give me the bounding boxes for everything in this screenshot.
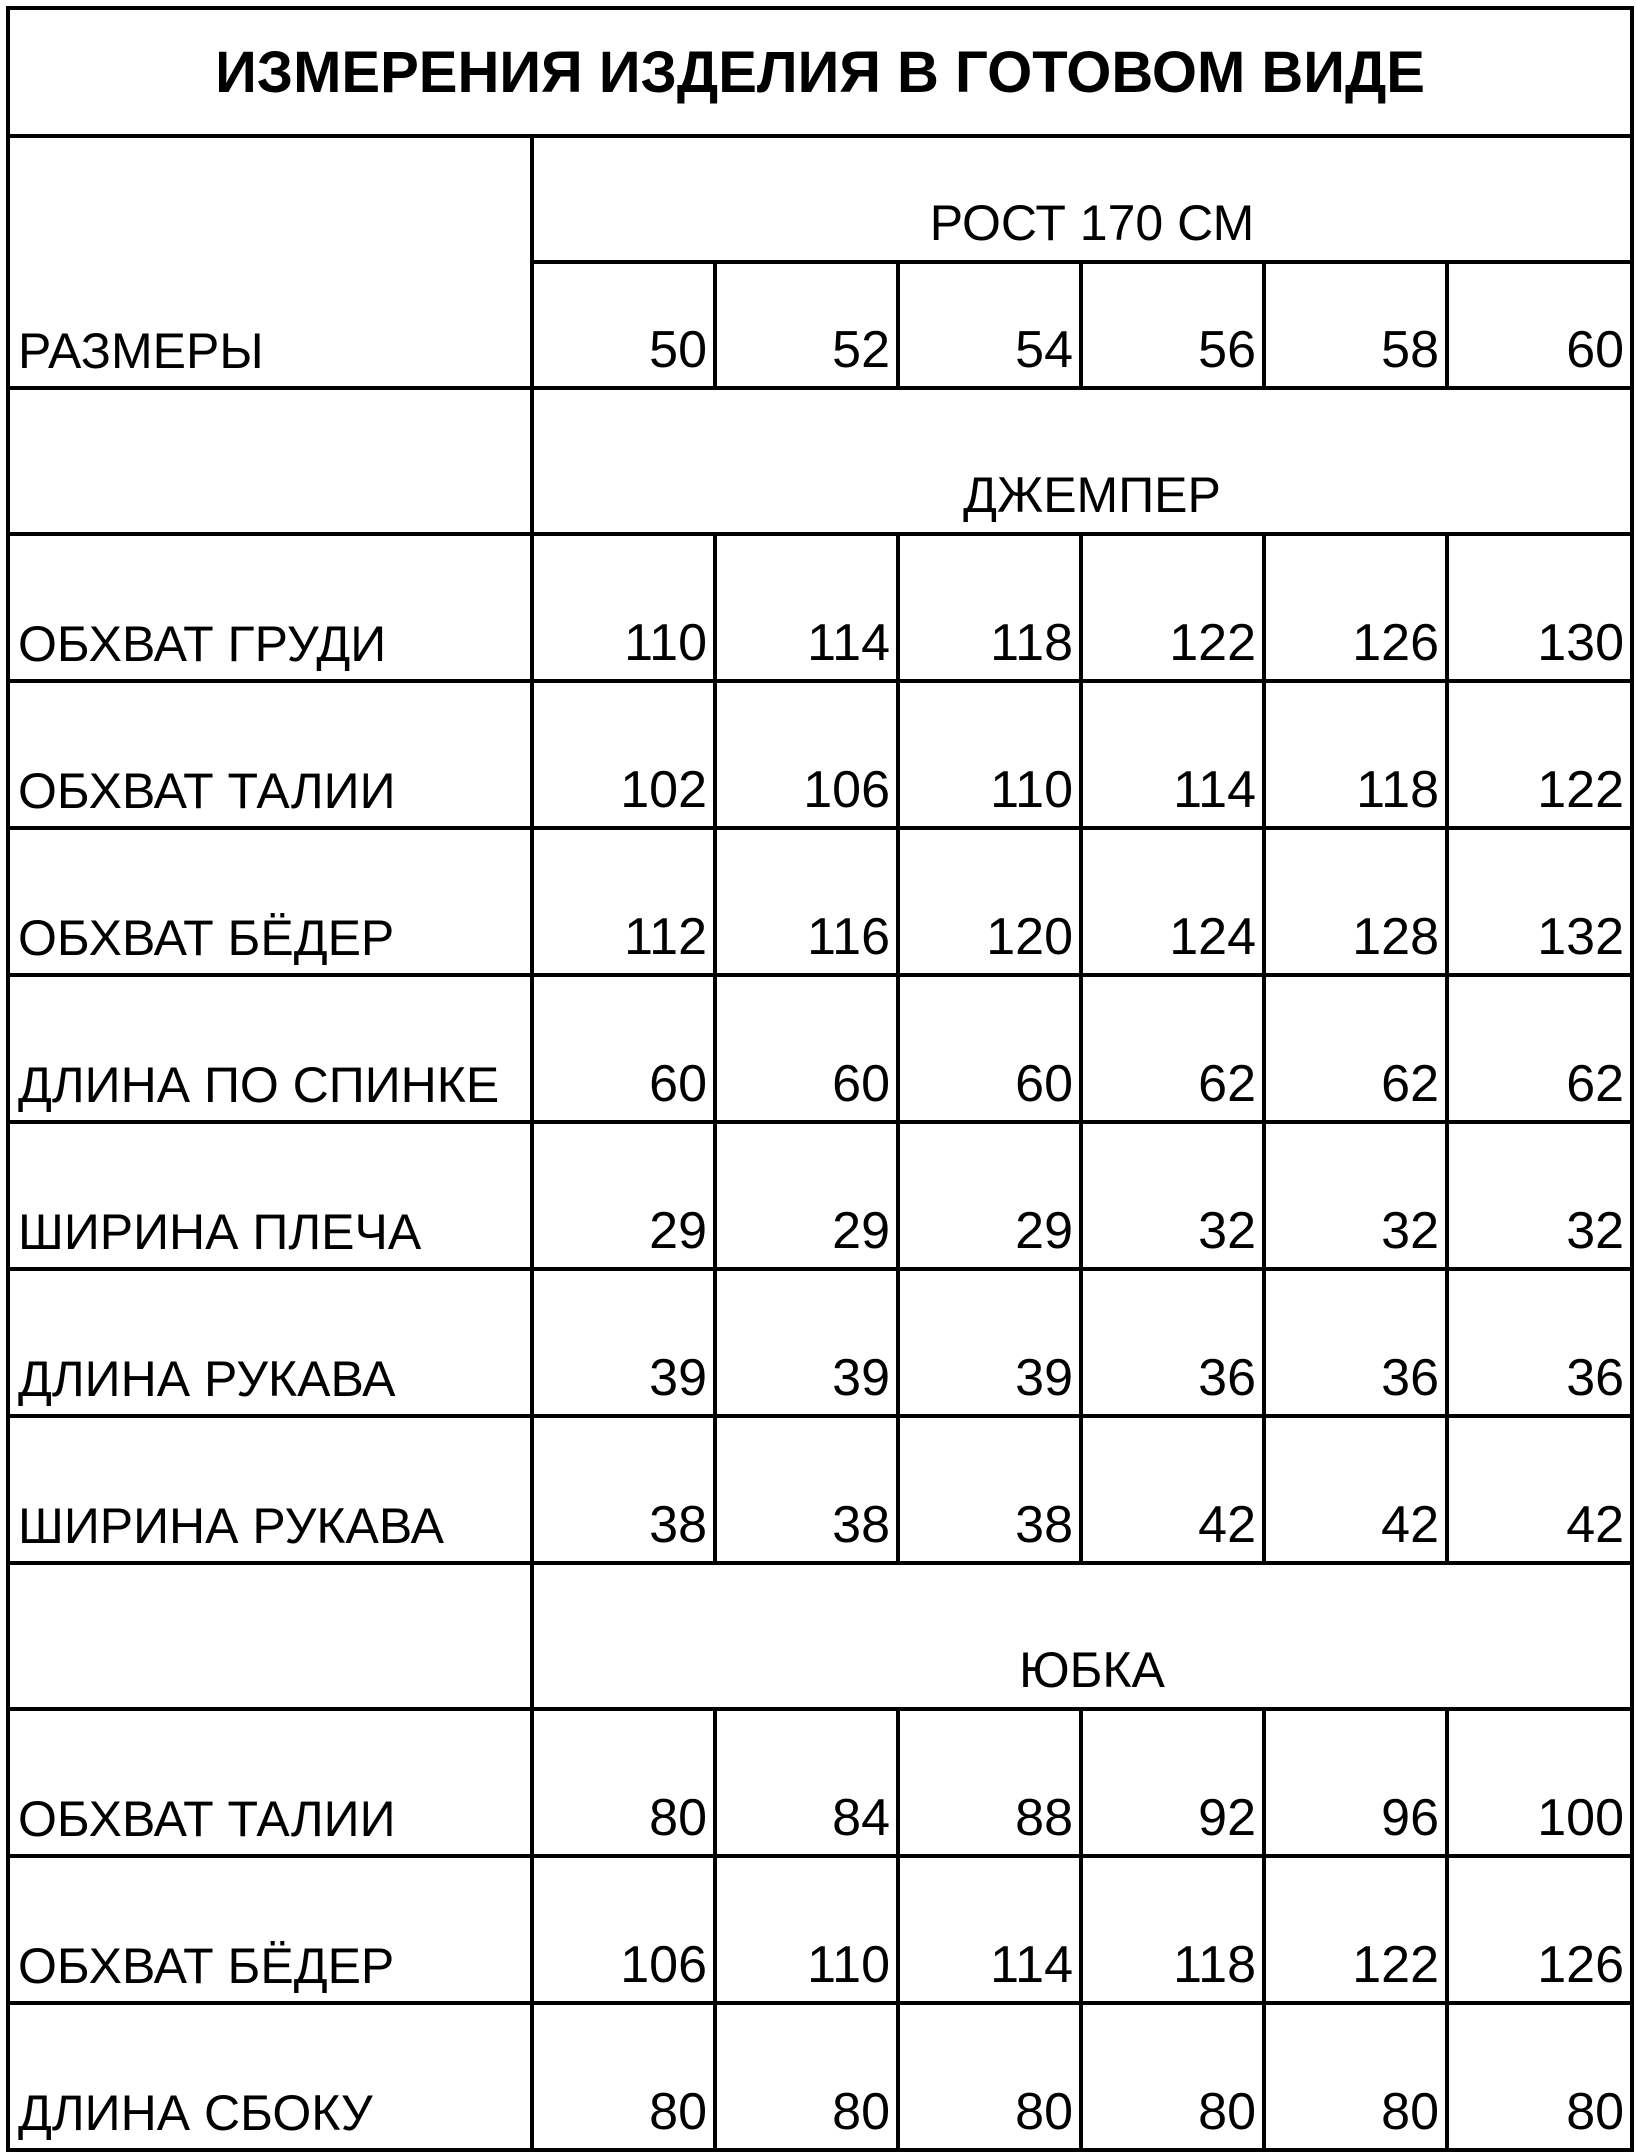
measurement-label: ОБХВАТ ГРУДИ xyxy=(8,534,532,681)
measurement-value: 62 xyxy=(1264,975,1447,1122)
height-label-text: РОСТ 170 СМ xyxy=(929,195,1255,251)
measurement-value: 116 xyxy=(715,828,898,975)
measurement-row xyxy=(8,828,1632,975)
measurement-value: 32 xyxy=(1264,1122,1447,1269)
measurement-value: 62 xyxy=(1081,975,1264,1122)
measurement-label: ДЛИНА СБОКУ xyxy=(8,2003,532,2150)
table-body xyxy=(8,8,1632,2150)
height-label xyxy=(532,136,1632,262)
measurement-value: 126 xyxy=(1264,534,1447,681)
measurement-value: 29 xyxy=(532,1122,715,1269)
measurement-value: 42 xyxy=(1264,1416,1447,1563)
measurement-label: ОБХВАТ ТАЛИИ xyxy=(8,681,532,828)
section-label-blank xyxy=(8,1563,532,1709)
measurement-value: 60 xyxy=(898,975,1081,1122)
measurement-row xyxy=(8,1416,1632,1563)
measurement-value: 124 xyxy=(1081,828,1264,975)
measurement-value: 130 xyxy=(1447,534,1632,681)
measurement-value: 122 xyxy=(1081,534,1264,681)
section-header-row xyxy=(8,388,1632,534)
measurement-value: 110 xyxy=(532,534,715,681)
measurement-value: 132 xyxy=(1447,828,1632,975)
title-row xyxy=(8,8,1632,136)
measurement-value: 88 xyxy=(898,1709,1081,1856)
measurement-value: 80 xyxy=(532,1709,715,1856)
measurement-label: ДЛИНА ПО СПИНКЕ xyxy=(8,975,532,1122)
measurement-value: 80 xyxy=(1081,2003,1264,2150)
measurement-value: 114 xyxy=(898,1856,1081,2003)
measurement-value: 118 xyxy=(1081,1856,1264,2003)
section-title-text: ДЖЕМПЕР xyxy=(963,467,1221,523)
measurement-value: 122 xyxy=(1264,1856,1447,2003)
measurement-value: 32 xyxy=(1447,1122,1632,1269)
measurement-value: 128 xyxy=(1264,828,1447,975)
measurement-value: 84 xyxy=(715,1709,898,1856)
measurement-value: 110 xyxy=(898,681,1081,828)
measurement-value: 39 xyxy=(715,1269,898,1416)
measurement-value: 42 xyxy=(1447,1416,1632,1563)
measurement-value: 39 xyxy=(898,1269,1081,1416)
measurement-label: ОБХВАТ ТАЛИИ xyxy=(8,1709,532,1856)
measurement-row xyxy=(8,1122,1632,1269)
size-header-cell: 60 xyxy=(1447,262,1632,388)
measurement-label: ОБХВАТ БЁДЕР xyxy=(8,1856,532,2003)
measurement-value: 60 xyxy=(715,975,898,1122)
measurement-value: 42 xyxy=(1081,1416,1264,1563)
measurement-value: 38 xyxy=(532,1416,715,1563)
measurement-value: 80 xyxy=(1447,2003,1632,2150)
measurement-value: 110 xyxy=(715,1856,898,2003)
measurement-value: 96 xyxy=(1264,1709,1447,1856)
measurement-row xyxy=(8,681,1632,828)
size-header-cell: 54 xyxy=(898,262,1081,388)
measurement-value: 80 xyxy=(898,2003,1081,2150)
measurement-label: ШИРИНА ПЛЕЧА xyxy=(8,1122,532,1269)
sizes-label: РАЗМЕРЫ xyxy=(8,136,532,388)
measurement-value: 29 xyxy=(715,1122,898,1269)
measurement-value: 80 xyxy=(532,2003,715,2150)
measurement-value: 29 xyxy=(898,1122,1081,1269)
measurement-value: 36 xyxy=(1447,1269,1632,1416)
measurement-value: 36 xyxy=(1264,1269,1447,1416)
measurement-value: 106 xyxy=(715,681,898,828)
section-title xyxy=(532,1563,1632,1709)
measurement-row xyxy=(8,975,1632,1122)
measurement-value: 122 xyxy=(1447,681,1632,828)
measurement-row xyxy=(8,1269,1632,1416)
measurement-value: 118 xyxy=(1264,681,1447,828)
table-title: ИЗМЕРЕНИЯ ИЗДЕЛИЯ В ГОТОВОМ ВИДЕ xyxy=(8,8,1632,136)
measurement-value: 80 xyxy=(715,2003,898,2150)
measurement-value: 62 xyxy=(1447,975,1632,1122)
measurement-label: ДЛИНА РУКАВА xyxy=(8,1269,532,1416)
size-chart-table xyxy=(6,6,1634,2152)
measurement-row xyxy=(8,2003,1632,2150)
measurement-value: 102 xyxy=(532,681,715,828)
height-row xyxy=(8,136,1632,262)
measurement-value: 114 xyxy=(715,534,898,681)
size-header-cell: 52 xyxy=(715,262,898,388)
measurement-value: 36 xyxy=(1081,1269,1264,1416)
section-title-text: ЮБКА xyxy=(1019,1642,1165,1698)
measurement-row xyxy=(8,534,1632,681)
section-label-blank xyxy=(8,388,532,534)
measurement-value: 126 xyxy=(1447,1856,1632,2003)
measurement-value: 120 xyxy=(898,828,1081,975)
section-title xyxy=(532,388,1632,534)
measurement-value: 38 xyxy=(898,1416,1081,1563)
measurement-value: 32 xyxy=(1081,1122,1264,1269)
measurement-row xyxy=(8,1856,1632,2003)
measurement-value: 60 xyxy=(532,975,715,1122)
size-header-cell: 58 xyxy=(1264,262,1447,388)
measurement-row xyxy=(8,1709,1632,1856)
measurement-value: 92 xyxy=(1081,1709,1264,1856)
measurement-value: 38 xyxy=(715,1416,898,1563)
size-header-cell: 50 xyxy=(532,262,715,388)
measurement-value: 112 xyxy=(532,828,715,975)
measurement-label: ШИРИНА РУКАВА xyxy=(8,1416,532,1563)
section-header-row xyxy=(8,1563,1632,1709)
measurement-value: 106 xyxy=(532,1856,715,2003)
measurement-value: 100 xyxy=(1447,1709,1632,1856)
measurement-label: ОБХВАТ БЁДЕР xyxy=(8,828,532,975)
measurement-value: 80 xyxy=(1264,2003,1447,2150)
measurement-value: 114 xyxy=(1081,681,1264,828)
measurement-value: 39 xyxy=(532,1269,715,1416)
measurement-value: 118 xyxy=(898,534,1081,681)
size-header-cell: 56 xyxy=(1081,262,1264,388)
